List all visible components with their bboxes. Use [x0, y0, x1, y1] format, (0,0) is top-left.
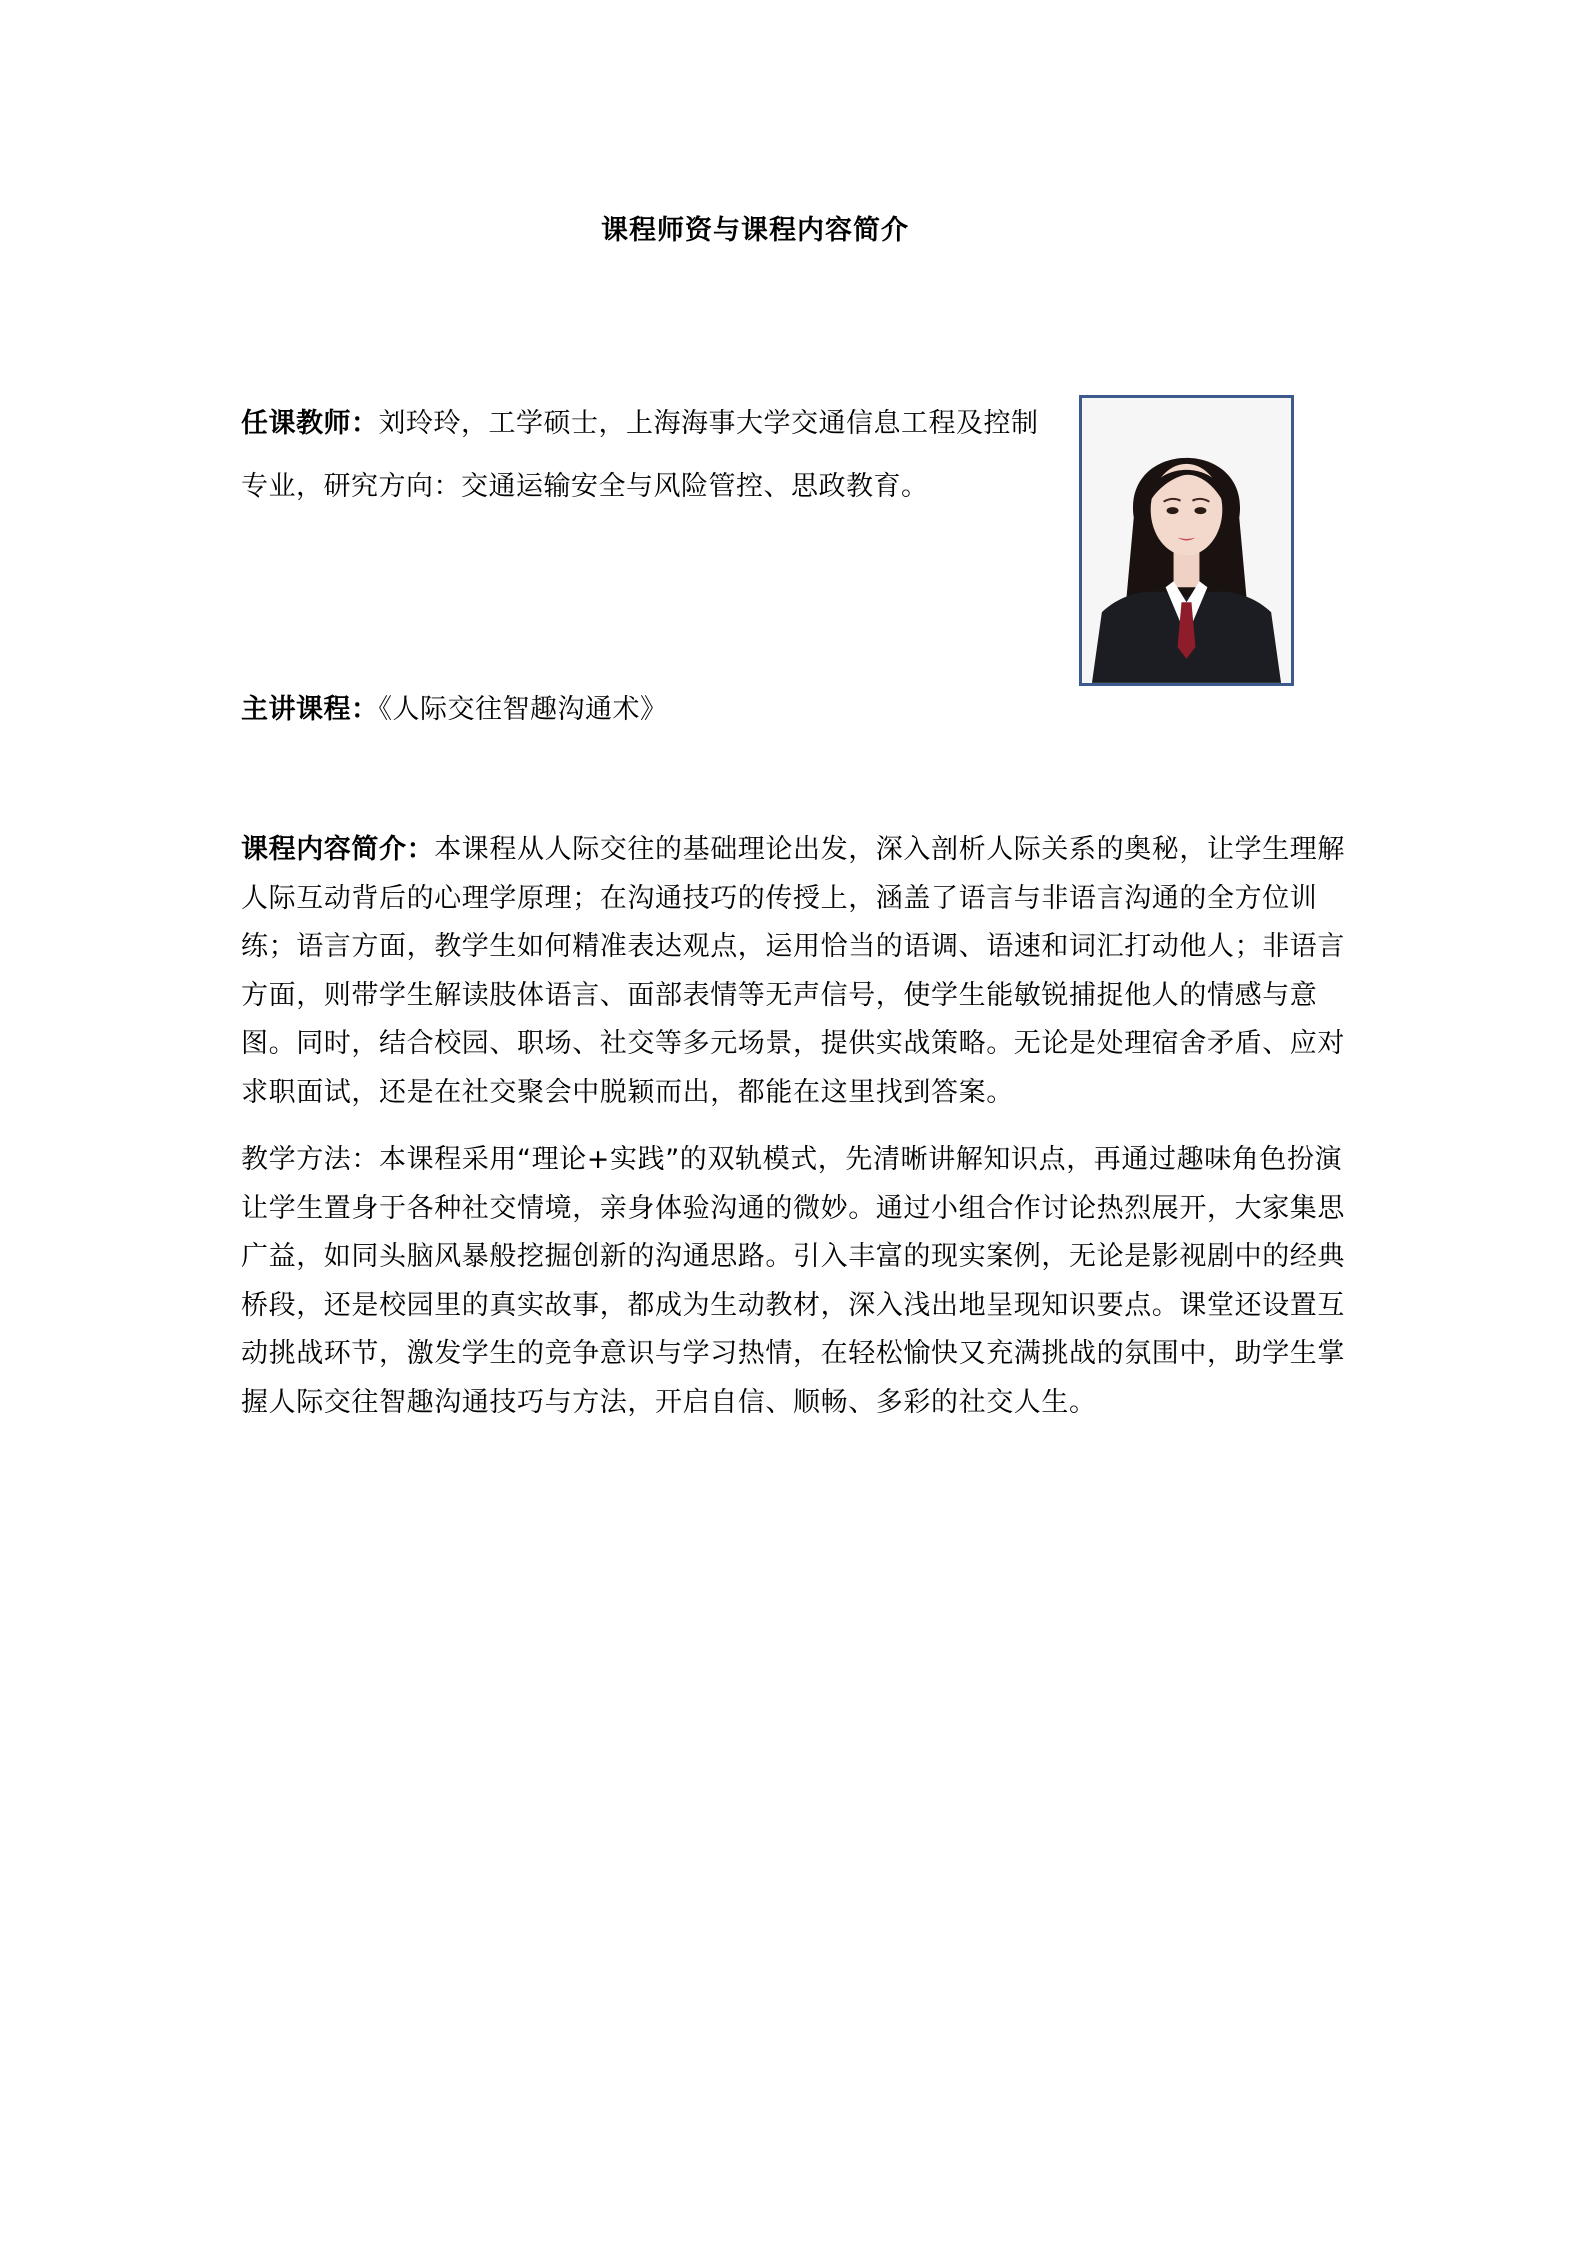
course-info — [241, 685, 1341, 735]
teacher-info — [241, 392, 1051, 518]
course-intro-label: 课程内容简介： — [241, 834, 435, 865]
course-name: 《人际交往智趣沟通术》 — [378, 694, 668, 725]
page-title: 课程师资与课程内容简介 — [601, 215, 909, 246]
right-eye — [1194, 507, 1206, 514]
teacher-photo — [1079, 395, 1294, 686]
course-intro-paragraph — [241, 826, 1356, 1117]
teaching-method-paragraph: 教学方法：本课程采用“理论+实践”的双轨模式，先清晰讲解知识点，再通过趣味角色扮演让学生置身于各种社交情境，亲身体验沟通的微妙。通过小组合作讨论热烈展开，大家集思广益，如同头脑风暴般挖掘创新的沟通思路。引入丰富的现实案例，无论是影视剧中的经典桥段，还是校园里的真实故事，都成为生动教材，深入浅出地呈现知识要点。课堂还设置互动挑战环节，激发学生的竞争意识与学习热情，在轻松愉快又充满挑战的氛围中，助学生掌握人际交往智趣沟通技巧与方法，开启自信、顺畅、多彩的社交人生。 — [241, 1144, 1345, 1418]
teacher-description: 刘玲玲，工学硕士，上海海事大学交通信息工程及控制专业，研究方向：交通运输安全与风险管控、思政教育。 — [241, 408, 1039, 502]
course-label: 主讲课程： — [241, 694, 379, 725]
left-eye — [1167, 507, 1179, 514]
teacher-portrait-illustration — [1082, 398, 1291, 683]
teacher-label: 任课教师： — [241, 408, 379, 439]
course-intro-text: 本课程从人际交往的基础理论出发，深入剖析人际关系的奥秘，让学生理解人际互动背后的心理学原理；在沟通技巧的传授上，涵盖了语言与非语言沟通的全方位训练；语言方面，教学生如何精准表达观点，运用恰当的语调、语速和词汇打动他人；非语言方面，则带学生解读肢体语言、面部表情等无声信号，使学生能敏锐捕捉他人的情感与意图。同时，结合校园、职场、社交等多元场景，提供实战策略。无论是处理宿舍矛盾、应对求职面试，还是在社交聚会中脱颖而出，都能在这里找到答案。 — [241, 834, 1346, 1108]
